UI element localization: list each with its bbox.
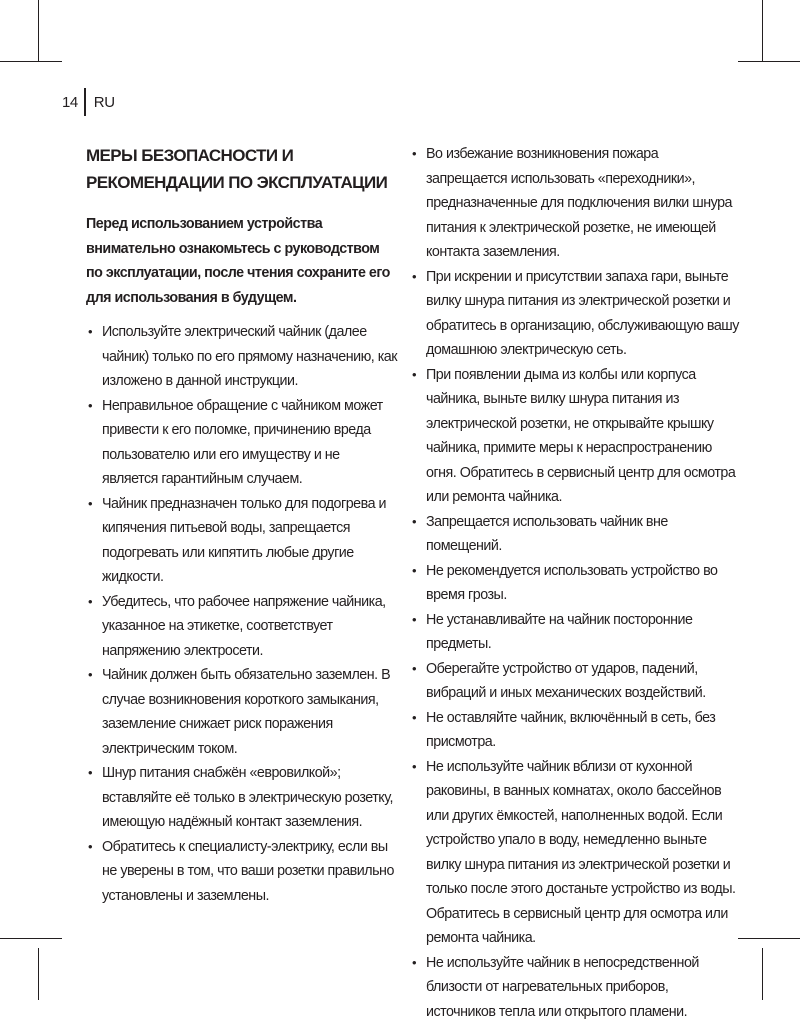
list-item: • Используйте электрический чайник (далее чайник) только по его прямому назначению, как изложено в данной инструкции. — [86, 320, 398, 394]
list-item: • Не оставляйте чайник, включённый в сеть, без присмотра. — [410, 706, 740, 755]
crop-mark-bottom-left — [38, 948, 39, 1000]
crop-mark-bottom-right-horizontal — [738, 938, 800, 939]
page-number: 14 — [62, 94, 78, 111]
crop-mark-top-right — [762, 0, 763, 62]
list-item: • При появлении дыма из колбы или корпуса чайника, выньте вилку шнура питания из электрической розетки, не открывайте крышку чайника, примите меры к нераспространению огня. Обратитесь в сервисный центр для осмотра или ремонта чайника. — [410, 363, 740, 510]
list-item: • Шнур питания снабжён «евровилкой»; вставляйте её только в электрическую розетку, имеющую надёжный контакт заземления. — [86, 761, 398, 835]
list-item: • При искрении и присутствии запаха гари, выньте вилку шнура питания из электрической розетки и обратитесь в организацию, обслуживающую вашу домашнюю электрическую сеть. — [410, 265, 740, 363]
list-item: • Неправильное обращение с чайником может привести к его поломке, причинению вреда пользователю или его имуществу и не является гарантийным случаем. — [86, 394, 398, 492]
list-item: • Не устанавливайте на чайник посторонние предметы. — [410, 608, 740, 657]
crop-mark-bottom-left-horizontal — [0, 938, 62, 939]
intro-paragraph: Перед использованием устройства внимательно ознакомьтесь с руководством по эксплуатации, после чтения сохраните его для использования в будущем. — [86, 212, 398, 310]
language-label: RU — [94, 94, 115, 111]
header-divider — [84, 88, 86, 116]
section-title: МЕРЫ БЕЗОПАСНОСТИ И РЕКОМЕНДАЦИИ ПО ЭКСПЛУАТАЦИИ — [86, 142, 398, 196]
list-item: • Оберегайте устройство от ударов, падений, вибраций и иных механических воздействий. — [410, 657, 740, 706]
list-item: • Не используйте чайник в непосредственной близости от нагревательных приборов, источников тепла или открытого пламени. — [410, 951, 740, 1024]
list-item: • Обратитесь к специалисту-электрику, если вы не уверены в том, что ваши розетки правильно установлены и заземлены. — [86, 835, 398, 909]
list-item: • Чайник должен быть обязательно заземлен. В случае возникновения короткого замыкания, заземление снижает риск поражения электрическим током. — [86, 663, 398, 761]
right-column — [410, 142, 740, 1024]
list-item: • Убедитесь, что рабочее напряжение чайника, указанное на этикетке, соответствует напряжению электросети. — [86, 590, 398, 664]
list-item: • Не используйте чайник вблизи от кухонной раковины, в ванных комнатах, около бассейнов или других ёмкостей, наполненных водой. Если устройство упало в воду, немедленно выньте вилку шнура питания из электрической розетки и только после этого достаньте устройство из воды. Обратитесь в сервисный центр для осмотра или ремонта чайника. — [410, 755, 740, 951]
crop-mark-top-left-horizontal — [0, 61, 62, 62]
list-item: • Запрещается использовать чайник вне помещений. — [410, 510, 740, 559]
left-column — [86, 142, 398, 908]
crop-mark-top-left — [38, 0, 39, 62]
left-safety-list — [86, 320, 398, 908]
right-safety-list — [410, 142, 740, 1024]
list-item: • Во избежание возникновения пожара запрещается использовать «переходники», предназначенные для подключения вилки шнура питания к электрической розетке, не имеющей контакта заземления. — [410, 142, 740, 265]
list-item: • Не рекомендуется использовать устройство во время грозы. — [410, 559, 740, 608]
list-item: • Чайник предназначен только для подогрева и кипячения питьевой воды, запрещается подогревать или кипятить любые другие жидкости. — [86, 492, 398, 590]
crop-mark-bottom-right — [762, 948, 763, 1000]
crop-mark-top-right-horizontal — [738, 61, 800, 62]
page-header — [62, 88, 115, 116]
